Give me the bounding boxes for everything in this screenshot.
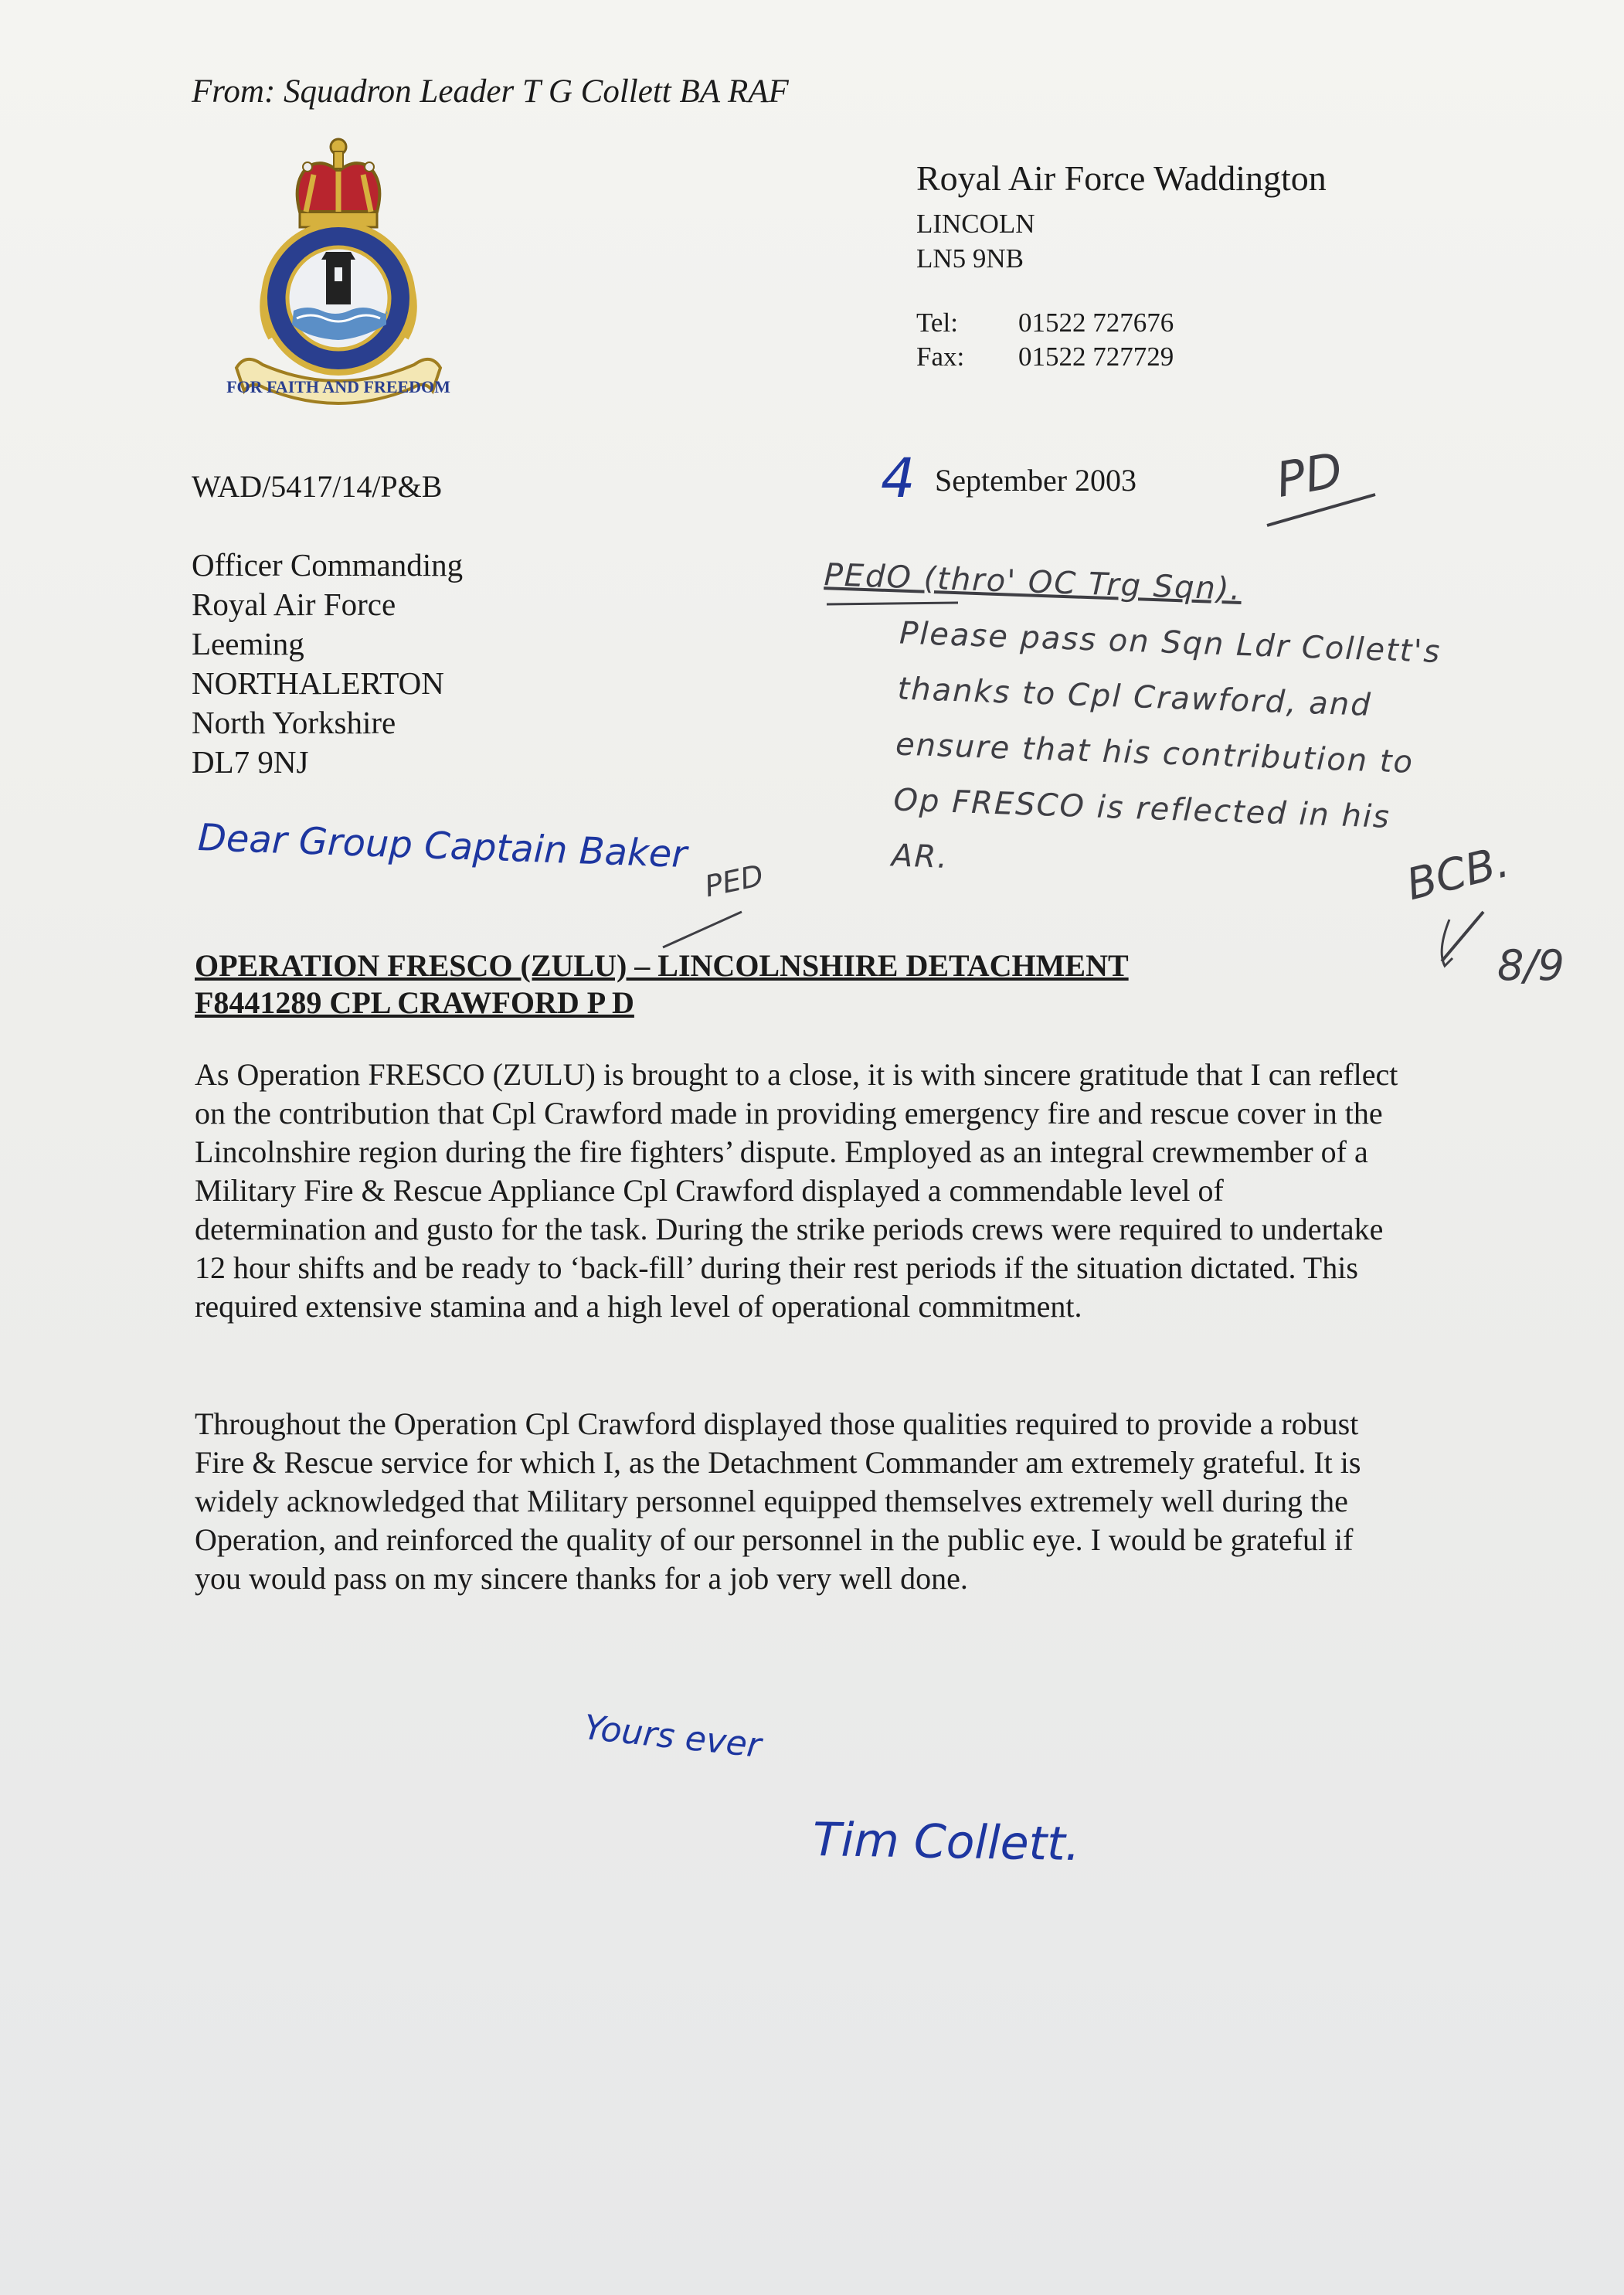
top-initials-underline [1267, 495, 1375, 525]
annotation-line: thanks to Cpl Crawford, and [896, 671, 1373, 723]
annotation-line: AR. [891, 838, 950, 876]
crest-motto-text: FOR FAITH AND FREEDOM [226, 377, 450, 396]
sender-town: LINCOLN [916, 209, 1035, 239]
margin-note-stroke [663, 912, 742, 947]
recipient-line: NORTHALERTON [192, 665, 444, 701]
fax-number: 01522 727729 [1018, 342, 1174, 372]
recipient-line: Leeming [192, 626, 304, 661]
tel-label: Tel: [916, 308, 958, 338]
recipient-line: Royal Air Force [192, 586, 396, 622]
recipient-line: North Yorkshire [192, 705, 396, 740]
subject-line: OPERATION FRESCO (ZULU) – LINCOLNSHIRE DETACHMENT [195, 948, 1129, 983]
body-paragraph: Throughout the Operation Cpl Crawford displayed those qualities required to provide a robust Fire & Rescue service for which I, as the Detachment Commander am extremely grateful. It is widely acknowledged that Military personnel equipped themselves extremely well during the Operation, and reinforced the quality of our personnel in the public eye. I would be grateful if you would pass on my sincere thanks for a job very well done. [195, 1406, 1361, 1596]
from-line: From: Squadron Leader T G Collett BA RAF [192, 73, 789, 110]
annotation-line: ensure that his contribution to [895, 726, 1415, 780]
margin-note: PED [702, 858, 766, 904]
fax-label: Fax: [916, 342, 965, 372]
annotation-initials: BCB. [1401, 836, 1514, 911]
subject-line: F8441289 CPL CRAWFORD P D [195, 985, 634, 1020]
handwritten-salutation: Dear Group Captain Baker [197, 816, 688, 877]
handwritten-signature: Tim Collett. [812, 1813, 1081, 1872]
recipient-line: DL7 9NJ [192, 744, 309, 780]
annotation-line: Op FRESCO is reflected in his [892, 782, 1391, 835]
tel-number: 01522 727676 [1018, 308, 1174, 338]
recipient-line: Officer Commanding [192, 547, 464, 583]
annotation-header: PEdO (thro' OC Trg Sqn). [823, 557, 1242, 607]
body-paragraph: As Operation FRESCO (ZULU) is brought to a close, it is with sincere gratitude that I can reflect on the contribution that Cpl Crawford made in providing emergency fire and rescue cover in the Lincolnshire region during the fire fighters’ dispute. Employed as an integral crewmember of a Military Fire & Rescue Appliance Cpl Crawford displayed a commendable level of determination and gusto for the task. During the strike periods crews were required to undertake 12 hour shifts and be ready to ‘back-fill’ during their rest periods if the situation dictated. This required extensive stamina and a high level of operational commitment. [195, 1057, 1398, 1324]
reference-number: WAD/5417/14/P&B [192, 469, 443, 504]
letter-date: September 2003 [935, 463, 1137, 498]
handwritten-closing: Yours ever [582, 1708, 763, 1766]
annotation-line: Please pass on Sqn Ldr Collett's [899, 615, 1442, 671]
handwritten-date-day: 4 [881, 447, 916, 510]
sender-name: Royal Air Force Waddington [916, 158, 1327, 198]
sender-postcode: LN5 9NB [916, 243, 1024, 274]
date-slash-stroke [1442, 912, 1483, 961]
annotation-initials-date: 8/9 [1497, 941, 1565, 990]
top-initials: PD [1272, 441, 1347, 508]
annotation-underline-stroke [827, 603, 958, 604]
